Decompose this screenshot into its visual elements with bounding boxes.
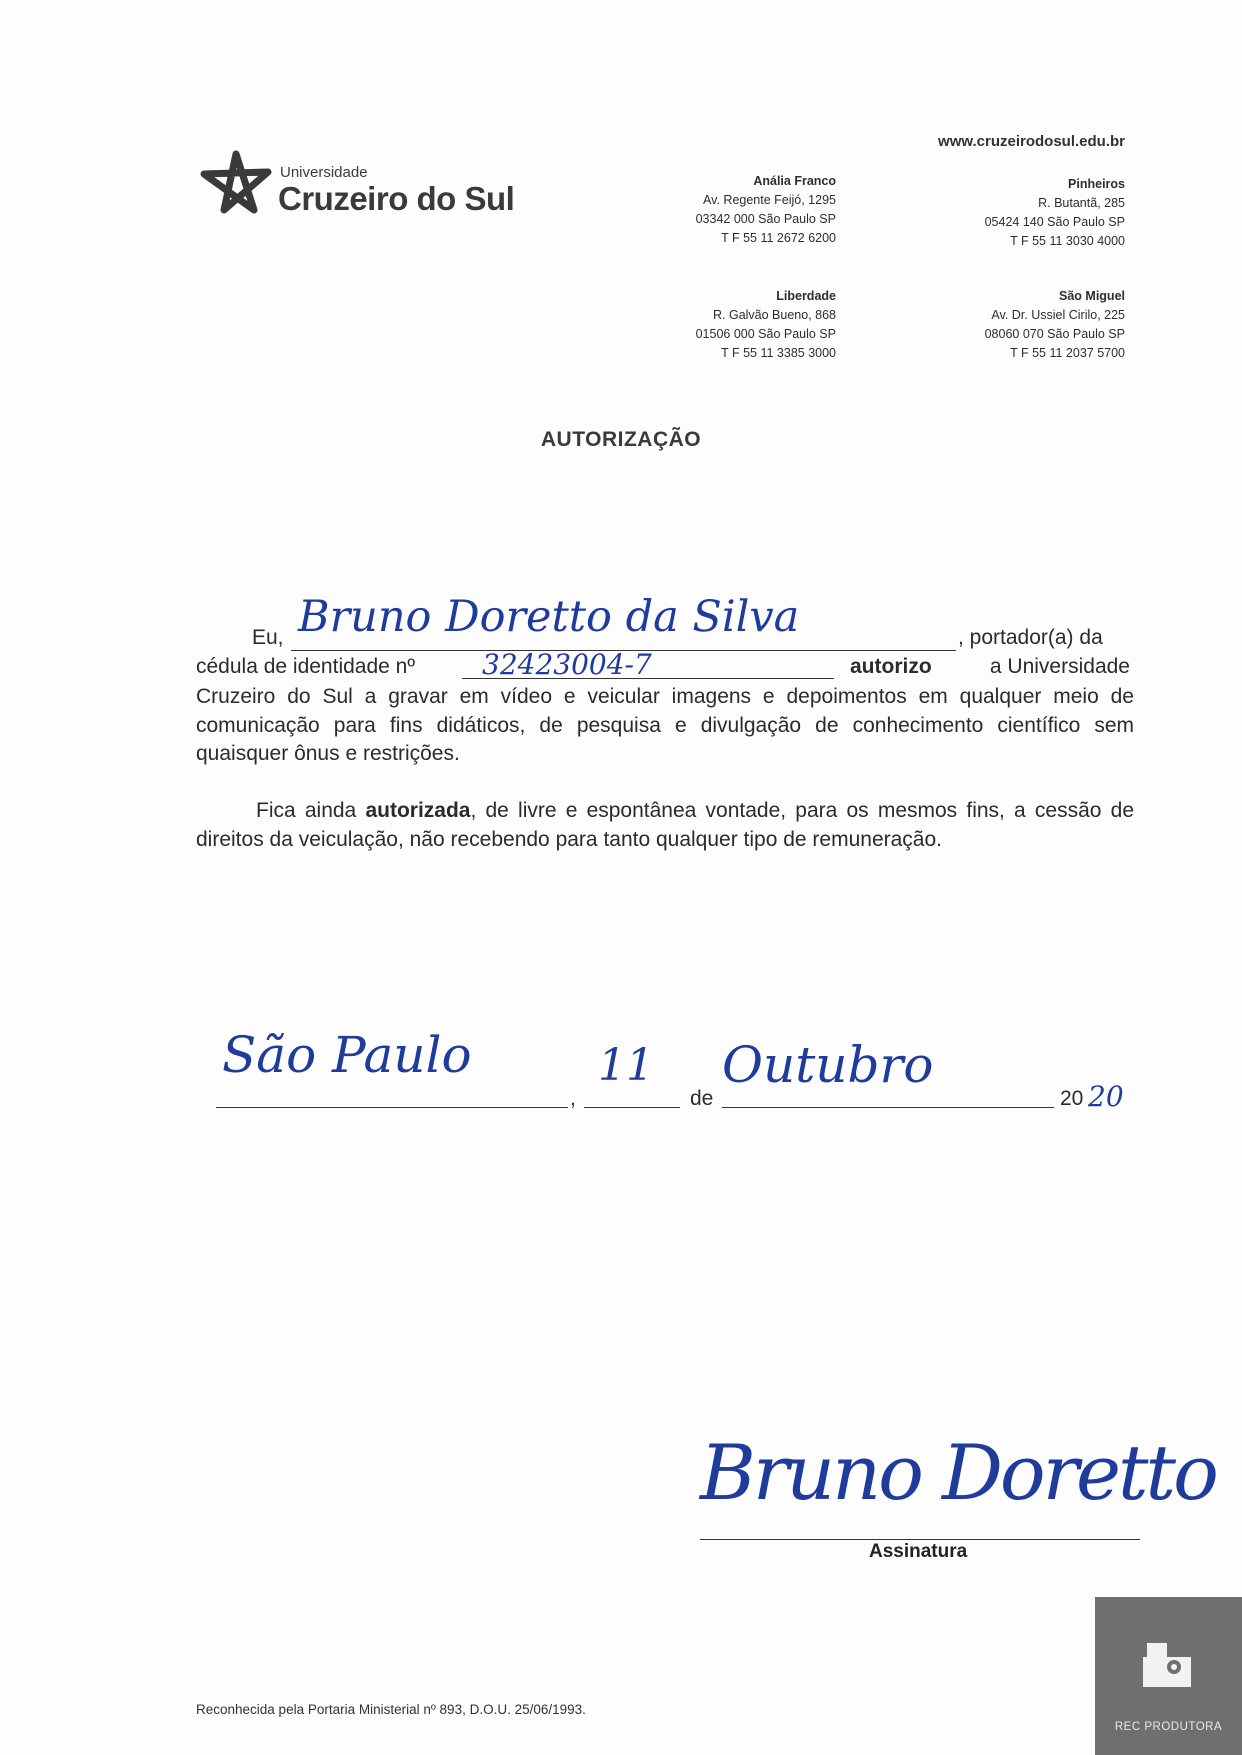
paragraph-1-text: Cruzeiro do Sul a gravar em vídeo e veicular imagens e depoimentos em qualquer meio de comunicação para fins didáticos, de pesquisa e divulgação de conhecimento científico sem quaisquer ônus e restrições. [196, 685, 1134, 765]
handwritten-year[interactable]: 20 [1088, 1080, 1124, 1113]
logo-name: Cruzeiro do Sul [278, 180, 515, 217]
signature-line [700, 1539, 1140, 1540]
de-label: de [690, 1087, 714, 1110]
campus-address: Av. Regente Feijó, 1295 [703, 193, 836, 207]
handwritten-name[interactable]: Bruno Doretto da Silva [298, 592, 800, 642]
signature-label: Assinatura [869, 1541, 968, 1562]
cedula-label: cédula de identidade nº [196, 655, 416, 678]
autorizo-label: autorizo [850, 655, 932, 678]
campus-city: 01506 000 São Paulo SP [695, 327, 836, 341]
website-link[interactable]: www.cruzeirodosul.edu.br [938, 133, 1125, 150]
handwritten-city[interactable]: São Paulo [222, 1026, 472, 1084]
camera-logo-icon [1095, 1597, 1242, 1717]
handwritten-day[interactable]: 11 [598, 1040, 654, 1091]
p2-rest: , de livre e espontânea vontade, para os mesmos fins, a cessão de direitos da veiculação, não recebendo para tanto qualquer tipo de remuneração. [196, 799, 1134, 851]
paragraph-2 [196, 797, 1134, 854]
campus-phone: T F 55 11 3030 4000 [1010, 234, 1125, 248]
campus-name: Liberdade [776, 289, 836, 303]
city-field-line [216, 1107, 568, 1108]
handwritten-rg[interactable]: 32423004-7 [482, 648, 652, 681]
footer-note: Reconhecida pela Portaria Ministerial nº 893, D.O.U. 25/06/1993. [196, 1702, 586, 1717]
university-logo [196, 148, 276, 228]
watermark-label: REC PRODUTORA [1114, 1721, 1223, 1733]
campus-name: Pinheiros [1068, 177, 1125, 191]
campus-address: Av. Dr. Ussiel Cirilo, 225 [991, 308, 1125, 322]
logo-university-label: Universidade [280, 164, 368, 181]
portador-label: , portador(a) da [958, 626, 1103, 649]
campus-pinheiros [985, 175, 1125, 251]
campus-phone: T F 55 11 2037 5700 [1010, 346, 1125, 360]
p2-bold: autorizada [365, 799, 471, 822]
campus-address: R. Galvão Bueno, 868 [713, 308, 836, 322]
handwritten-signature[interactable]: Bruno Doretto [700, 1428, 1216, 1517]
campus-city: 05424 140 São Paulo SP [984, 215, 1125, 229]
month-field-line [722, 1107, 1054, 1108]
handwritten-month[interactable]: Outubro [722, 1036, 934, 1094]
a-universidade-label: a Universidade [989, 655, 1130, 678]
campus-sao-miguel [985, 287, 1125, 363]
campus-phone: T F 55 11 2672 6200 [721, 231, 836, 245]
campus-liberdade [696, 287, 836, 363]
p2-lead: Fica ainda [256, 799, 357, 822]
campus-city: 08060 070 São Paulo SP [984, 327, 1125, 341]
campus-name: São Miguel [1059, 289, 1125, 303]
document-title: AUTORIZAÇÃO [540, 428, 702, 451]
campus-name: Anália Franco [753, 174, 836, 188]
campus-address: R. Butantã, 285 [1038, 196, 1125, 210]
star-logo-icon [196, 148, 276, 223]
year-prefix: 20 [1060, 1087, 1084, 1110]
campus-analia-franco [696, 172, 836, 248]
eu-label: Eu, [252, 626, 284, 649]
date-comma: , [570, 1087, 576, 1110]
day-field-line [584, 1107, 680, 1108]
campus-phone: T F 55 11 3385 3000 [721, 346, 836, 360]
campus-city: 03342 000 São Paulo SP [695, 212, 836, 226]
